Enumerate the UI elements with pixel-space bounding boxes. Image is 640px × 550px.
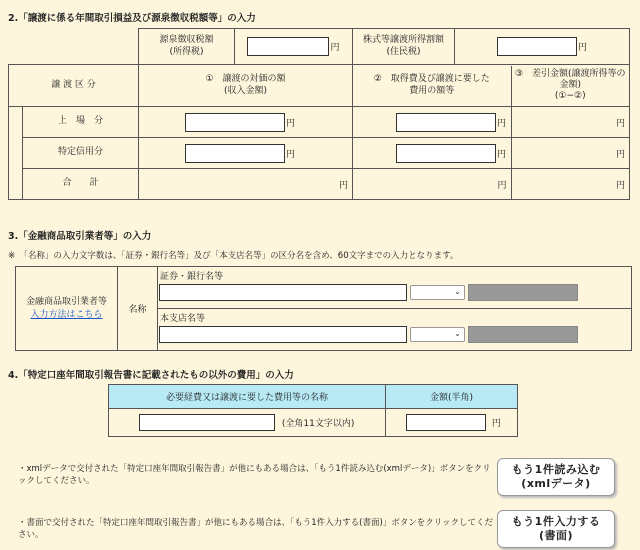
listed-cost-input[interactable] (396, 113, 496, 132)
row-margin-label: 特定信用分 (23, 138, 139, 169)
proceeds-header-line1: ① 譲渡の対価の額 (205, 74, 286, 85)
margin-cost-input[interactable] (396, 144, 496, 163)
load-another-xml-button[interactable] (497, 458, 615, 496)
securities-disabled-field (468, 284, 578, 301)
broker-table (15, 266, 632, 351)
broker-label-cell (16, 267, 118, 351)
resident-tax-label-cell (353, 29, 455, 65)
withholding-field-cell (235, 29, 353, 65)
branch-cell (158, 309, 632, 351)
expense-amount-input[interactable] (406, 414, 486, 431)
withholding-tax-input[interactable] (247, 37, 329, 56)
margin-proceeds-input[interactable] (185, 144, 285, 163)
branch-disabled-field (468, 326, 578, 343)
securities-type-select[interactable] (410, 285, 465, 300)
expense-table (108, 384, 518, 437)
paper-instruction: ・書面で交付された「特定口座年間取引報告書」が他にもある場合は、「もう1件入力する(書面)」ボタンをクリックしてください。 (18, 518, 493, 541)
expense-amount-header: 金額(半角) (386, 385, 518, 409)
net-header-line2: (①−②) (554, 91, 586, 102)
enter-another-paper-label1: もう1件入力する (511, 515, 601, 528)
branch-type-select[interactable] (410, 327, 465, 342)
trade-summary-table (8, 28, 630, 200)
section3-note: ※ 「名称」の入力文字数は、「証券・銀行名等」及び「本支店名等」の区分名を含め、60文字までの入力となります。 (8, 251, 459, 261)
yen-unit: 円 (577, 43, 587, 53)
row-total-label: 合 計 (23, 169, 139, 200)
listed-proceeds-input[interactable] (185, 113, 285, 132)
branch-label: 本支店名等 (160, 314, 206, 324)
margin-cost-net-cell (353, 138, 630, 169)
section2-title: 2.「譲渡に係る年間取引損益及び源泉徴収税額等」の入力 (8, 13, 256, 24)
resident-tax-input[interactable] (497, 37, 577, 56)
margin-proceeds-cell (139, 138, 353, 169)
broker-label: 金融商品取引業者等 (25, 297, 107, 308)
listed-net-yen: 円 (615, 118, 625, 129)
yen-unit: 円 (286, 118, 296, 129)
expense-name-header: 必要経費又は譲渡に要した費用等の名称 (109, 385, 386, 409)
total-proceeds-cell (139, 169, 353, 200)
resident-tax-field-cell (455, 29, 630, 65)
proceeds-header-line2: (収入金額) (223, 85, 268, 96)
yen-unit: 円 (491, 419, 501, 429)
yen-unit: 円 (286, 149, 296, 160)
securities-label: 証券・銀行名等 (160, 272, 224, 282)
securities-name-input[interactable] (159, 284, 407, 301)
resident-tax-label: 株式等譲渡所得割額 (362, 35, 444, 46)
section4-title: 4.「特定口座年間取引報告書に記載されたもの以外の費用」の入力 (8, 370, 294, 381)
total-net-yen: 円 (615, 180, 625, 191)
listed-proceeds-cell (139, 107, 353, 138)
category-header: 譲 渡 区 分 (9, 65, 139, 107)
name-label: 名称 (118, 267, 158, 351)
branch-name-input[interactable] (159, 326, 407, 343)
total-cost-yen: 円 (497, 180, 507, 191)
total-cost-net-cell (353, 169, 630, 200)
enter-another-paper-button[interactable] (497, 510, 615, 548)
cost-header (353, 65, 630, 107)
yen-unit: 円 (330, 43, 340, 53)
net-header-line1: ③ 差引金額(譲渡所得等の金額) (514, 68, 626, 90)
yen-unit: 円 (497, 149, 507, 160)
expense-name-input[interactable] (139, 414, 275, 431)
total-proceeds-yen: 円 (338, 180, 348, 191)
enter-another-paper-label2: (書面) (538, 529, 574, 543)
listed-cost-net-cell (353, 107, 630, 138)
yen-unit: 円 (497, 118, 507, 129)
cost-header-line1: ② 取得費及び譲渡に要した (373, 74, 490, 85)
section3-title: 3.「金融商品取引業者等」の入力 (8, 231, 152, 242)
chevron-down-icon: ⌄ (454, 287, 461, 296)
xml-instruction: ・xmlデータで交付された「特定口座年間取引報告書」が他にもある場合は、「もう1件読み込む(xmlデータ)」ボタンをクリックしてください。 (18, 464, 491, 487)
securities-cell (158, 267, 632, 309)
load-another-xml-label1: もう1件読み込む (511, 463, 601, 476)
expense-amount-cell (386, 409, 518, 437)
withholding-label-cell (139, 29, 235, 65)
cost-header-line2: 費用の額等 (409, 85, 455, 96)
expense-name-cell (109, 409, 386, 437)
proceeds-header (139, 65, 353, 107)
margin-net-yen: 円 (615, 149, 625, 160)
row-listed-label: 上 場 分 (23, 107, 139, 138)
howto-link[interactable]: 入力方法はこちら (30, 309, 103, 320)
load-another-xml-label2: (xmlデータ) (521, 477, 591, 491)
char-limit-note: (全角11文字以内) (281, 419, 355, 429)
resident-tax-sublabel: (住民税) (386, 46, 421, 57)
withholding-sublabel: (所得税) (169, 46, 204, 57)
chevron-down-icon: ⌄ (454, 329, 461, 338)
withholding-label: 源泉徴収税額 (159, 35, 214, 46)
